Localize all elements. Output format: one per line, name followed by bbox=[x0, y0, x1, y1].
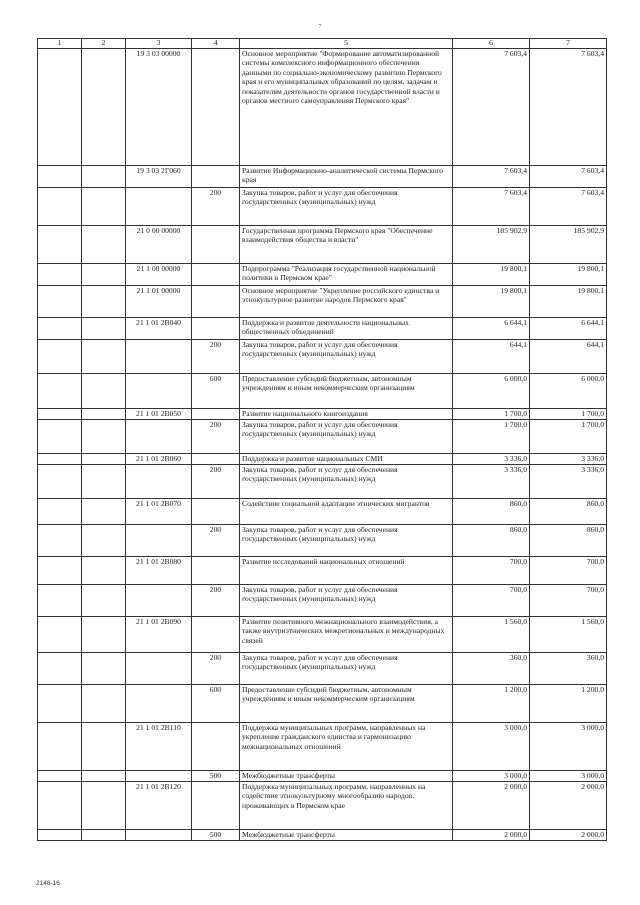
amount-year1-cell: 360,0 bbox=[453, 653, 530, 685]
expense-type-cell bbox=[192, 782, 240, 830]
expense-type-cell bbox=[192, 557, 240, 585]
expense-type-cell bbox=[192, 617, 240, 653]
expense-type-cell: 200 bbox=[192, 420, 240, 454]
row-col-1 bbox=[38, 454, 82, 465]
target-code-cell bbox=[126, 585, 192, 617]
item-name-cell: Поддержка и развитие национальных СМИ bbox=[240, 454, 453, 465]
page-number: 7 bbox=[318, 24, 322, 30]
amount-year1-cell: 3 000,0 bbox=[453, 771, 530, 782]
amount-year1-cell: 185 902,9 bbox=[453, 226, 530, 264]
table-row bbox=[38, 286, 607, 318]
column-header: 4 bbox=[192, 39, 240, 49]
expense-type-cell bbox=[192, 264, 240, 286]
column-header: 3 bbox=[126, 39, 192, 49]
target-code-cell bbox=[126, 653, 192, 685]
row-col-1 bbox=[38, 286, 82, 318]
item-name-cell: Закупка товаров, работ и услуг для обеспечения государственных (муниципальных) нужд bbox=[240, 465, 453, 499]
row-col-2 bbox=[82, 318, 126, 340]
table-row bbox=[38, 782, 607, 830]
expense-type-cell: 600 bbox=[192, 685, 240, 723]
table-body bbox=[38, 49, 607, 841]
expense-type-cell bbox=[192, 409, 240, 420]
row-col-1 bbox=[38, 830, 82, 841]
row-col-1 bbox=[38, 771, 82, 782]
expense-type-cell: 200 bbox=[192, 585, 240, 617]
target-code-cell: 21 1 01 2В050 bbox=[126, 409, 192, 420]
table-row bbox=[38, 525, 607, 557]
expense-type-cell: 500 bbox=[192, 830, 240, 841]
amount-year1-cell: 2 000,0 bbox=[453, 830, 530, 841]
row-col-1 bbox=[38, 557, 82, 585]
expense-type-cell bbox=[192, 318, 240, 340]
row-col-2 bbox=[82, 49, 126, 166]
target-code-cell: 19 3 03 00000 bbox=[126, 49, 192, 166]
row-col-2 bbox=[82, 557, 126, 585]
row-col-1 bbox=[38, 465, 82, 499]
item-name-cell: Основное мероприятие "Формирование автоматизированной системы комплексного информационного обеспечения данными по социально-экономическому развитию Пермского края и его муниципальных образований по целям, задачам и показателям деятельности органов государственной власти и органов местного самоуправления Пермского края" bbox=[240, 49, 453, 166]
table-row bbox=[38, 374, 607, 409]
table-row bbox=[38, 166, 607, 188]
row-col-1 bbox=[38, 226, 82, 264]
column-header: 6 bbox=[453, 39, 530, 49]
row-col-2 bbox=[82, 454, 126, 465]
expense-type-cell bbox=[192, 49, 240, 166]
row-col-1 bbox=[38, 782, 82, 830]
target-code-cell bbox=[126, 830, 192, 841]
row-col-1 bbox=[38, 617, 82, 653]
item-name-cell: Межбюджетные трансферты bbox=[240, 771, 453, 782]
target-code-cell: 21 1 01 2В110 bbox=[126, 723, 192, 771]
item-name-cell: Содействие социальной адаптации этнических мигрантов bbox=[240, 499, 453, 525]
expense-type-cell bbox=[192, 226, 240, 264]
item-name-cell: Основное мероприятие "Укрепление российского единства и этнокультурное развитие народов Пермского края" bbox=[240, 286, 453, 318]
amount-year2-cell: 6 644,1 bbox=[530, 318, 607, 340]
amount-year1-cell: 3 000,0 bbox=[453, 723, 530, 771]
table-row bbox=[38, 454, 607, 465]
table-row bbox=[38, 653, 607, 685]
item-name-cell: Закупка товаров, работ и услуг для обеспечения государственных (муниципальных) нужд bbox=[240, 585, 453, 617]
amount-year1-cell: 700,0 bbox=[453, 557, 530, 585]
amount-year1-cell: 1 560,0 bbox=[453, 617, 530, 653]
amount-year2-cell: 700,0 bbox=[530, 585, 607, 617]
target-code-cell: 21 1 00 00000 bbox=[126, 264, 192, 286]
expense-type-cell bbox=[192, 166, 240, 188]
row-col-1 bbox=[38, 49, 82, 166]
item-name-cell: Развитие исследований национальных отношений bbox=[240, 557, 453, 585]
amount-year2-cell: 185 902,9 bbox=[530, 226, 607, 264]
table-row bbox=[38, 264, 607, 286]
column-header: 5 bbox=[240, 39, 453, 49]
row-col-1 bbox=[38, 685, 82, 723]
target-code-cell bbox=[126, 685, 192, 723]
row-col-2 bbox=[82, 409, 126, 420]
row-col-2 bbox=[82, 465, 126, 499]
table-row bbox=[38, 340, 607, 374]
amount-year2-cell: 2 000,0 bbox=[530, 830, 607, 841]
row-col-2 bbox=[82, 685, 126, 723]
amount-year2-cell: 7 603,4 bbox=[530, 166, 607, 188]
row-col-2 bbox=[82, 723, 126, 771]
target-code-cell: 21 1 01 00000 bbox=[126, 286, 192, 318]
item-name-cell: Закупка товаров, работ и услуг для обеспечения государственных (муниципальных) нужд bbox=[240, 340, 453, 374]
amount-year2-cell: 7 603,4 bbox=[530, 49, 607, 166]
amount-year2-cell: 3 000,0 bbox=[530, 723, 607, 771]
amount-year1-cell: 644,1 bbox=[453, 340, 530, 374]
item-name-cell: Подпрограмма "Реализация государственной национальной политики в Пермском крае" bbox=[240, 264, 453, 286]
budget-table bbox=[37, 38, 607, 841]
target-code-cell: 21 0 00 00000 bbox=[126, 226, 192, 264]
amount-year1-cell: 860,0 bbox=[453, 499, 530, 525]
item-name-cell: Поддержка и развитие деятельности национальных общественных объединений bbox=[240, 318, 453, 340]
row-col-1 bbox=[38, 409, 82, 420]
target-code-cell bbox=[126, 340, 192, 374]
item-name-cell: Закупка товаров, работ и услуг для обеспечения государственных (муниципальных) нужд bbox=[240, 188, 453, 226]
document-code: 2148-16 bbox=[36, 880, 60, 887]
target-code-cell bbox=[126, 525, 192, 557]
amount-year1-cell: 7 603,4 bbox=[453, 49, 530, 166]
row-col-1 bbox=[38, 264, 82, 286]
amount-year2-cell: 1 560,0 bbox=[530, 617, 607, 653]
row-col-2 bbox=[82, 420, 126, 454]
amount-year1-cell: 6 000,0 bbox=[453, 374, 530, 409]
row-col-1 bbox=[38, 318, 82, 340]
row-col-2 bbox=[82, 771, 126, 782]
amount-year2-cell: 1 700,0 bbox=[530, 420, 607, 454]
target-code-cell bbox=[126, 374, 192, 409]
row-col-1 bbox=[38, 525, 82, 557]
amount-year1-cell: 2 000,0 bbox=[453, 782, 530, 830]
target-code-cell: 19 3 03 2Г060 bbox=[126, 166, 192, 188]
row-col-1 bbox=[38, 585, 82, 617]
target-code-cell: 21 1 01 2В080 bbox=[126, 557, 192, 585]
target-code-cell: 21 1 01 2В060 bbox=[126, 454, 192, 465]
expense-type-cell: 500 bbox=[192, 771, 240, 782]
amount-year2-cell: 360,0 bbox=[530, 653, 607, 685]
row-col-2 bbox=[82, 525, 126, 557]
table-header-row bbox=[38, 39, 607, 49]
row-col-2 bbox=[82, 264, 126, 286]
table-row bbox=[38, 617, 607, 653]
target-code-cell bbox=[126, 188, 192, 226]
item-name-cell: Поддержка муниципальных программ, направленных на укрепление гражданского единства и гармонизацию межнациональных отношений bbox=[240, 723, 453, 771]
target-code-cell: 21 1 01 2В040 bbox=[126, 318, 192, 340]
row-col-2 bbox=[82, 585, 126, 617]
amount-year2-cell: 3 336,0 bbox=[530, 465, 607, 499]
amount-year1-cell: 3 336,0 bbox=[453, 465, 530, 499]
table-row bbox=[38, 771, 607, 782]
row-col-2 bbox=[82, 226, 126, 264]
item-name-cell: Закупка товаров, работ и услуг для обеспечения государственных (муниципальных) нужд bbox=[240, 653, 453, 685]
expense-type-cell: 200 bbox=[192, 340, 240, 374]
table-row bbox=[38, 465, 607, 499]
row-col-1 bbox=[38, 653, 82, 685]
target-code-cell: 21 1 01 2В070 bbox=[126, 499, 192, 525]
table-row bbox=[38, 830, 607, 841]
table-row bbox=[38, 499, 607, 525]
amount-year2-cell: 2 000,0 bbox=[530, 782, 607, 830]
row-col-1 bbox=[38, 340, 82, 374]
amount-year1-cell: 7 603,4 bbox=[453, 188, 530, 226]
amount-year2-cell: 700,0 bbox=[530, 557, 607, 585]
row-col-2 bbox=[82, 830, 126, 841]
expense-type-cell: 200 bbox=[192, 525, 240, 557]
expense-type-cell: 200 bbox=[192, 188, 240, 226]
row-col-2 bbox=[82, 188, 126, 226]
amount-year1-cell: 1 200,0 bbox=[453, 685, 530, 723]
target-code-cell bbox=[126, 771, 192, 782]
row-col-2 bbox=[82, 653, 126, 685]
table-row bbox=[38, 318, 607, 340]
item-name-cell: Поддержка муниципальных программ, направленных на содействие этнокультурному многообразию народов, проживающих в Пермском крае bbox=[240, 782, 453, 830]
row-col-2 bbox=[82, 617, 126, 653]
row-col-2 bbox=[82, 340, 126, 374]
expense-type-cell bbox=[192, 454, 240, 465]
row-col-2 bbox=[82, 782, 126, 830]
table-row bbox=[38, 188, 607, 226]
column-header: 1 bbox=[38, 39, 82, 49]
amount-year2-cell: 1 200,0 bbox=[530, 685, 607, 723]
row-col-1 bbox=[38, 420, 82, 454]
row-col-2 bbox=[82, 374, 126, 409]
amount-year2-cell: 1 700,0 bbox=[530, 409, 607, 420]
amount-year1-cell: 700,0 bbox=[453, 585, 530, 617]
table-row bbox=[38, 409, 607, 420]
table-row bbox=[38, 226, 607, 264]
target-code-cell bbox=[126, 465, 192, 499]
amount-year1-cell: 860,0 bbox=[453, 525, 530, 557]
item-name-cell: Развитие Информационно-аналитической системы Пермского края bbox=[240, 166, 453, 188]
amount-year2-cell: 7 603,4 bbox=[530, 188, 607, 226]
amount-year1-cell: 6 644,1 bbox=[453, 318, 530, 340]
amount-year2-cell: 3 000,0 bbox=[530, 771, 607, 782]
table-row bbox=[38, 723, 607, 771]
amount-year2-cell: 644,1 bbox=[530, 340, 607, 374]
table-row bbox=[38, 685, 607, 723]
amount-year2-cell: 860,0 bbox=[530, 525, 607, 557]
amount-year1-cell: 1 700,0 bbox=[453, 420, 530, 454]
expense-type-cell: 600 bbox=[192, 374, 240, 409]
table-row bbox=[38, 420, 607, 454]
item-name-cell: Развитие позитивного межнационального взаимодействия, а также внутриэтнических межрегиональных и международных связей bbox=[240, 617, 453, 653]
amount-year2-cell: 6 000,0 bbox=[530, 374, 607, 409]
table-row bbox=[38, 585, 607, 617]
row-col-1 bbox=[38, 188, 82, 226]
table-row bbox=[38, 557, 607, 585]
item-name-cell: Закупка товаров, работ и услуг для обеспечения государственных (муниципальных) нужд bbox=[240, 525, 453, 557]
expense-type-cell: 200 bbox=[192, 653, 240, 685]
expense-type-cell bbox=[192, 499, 240, 525]
row-col-2 bbox=[82, 499, 126, 525]
item-name-cell: Предоставление субсидий бюджетным, автономным учреждениям и иным некоммерческим организациям bbox=[240, 374, 453, 409]
row-col-1 bbox=[38, 166, 82, 188]
expense-type-cell bbox=[192, 723, 240, 771]
target-code-cell: 21 1 01 2В120 bbox=[126, 782, 192, 830]
amount-year1-cell: 7 603,4 bbox=[453, 166, 530, 188]
row-col-2 bbox=[82, 166, 126, 188]
expense-type-cell: 200 bbox=[192, 465, 240, 499]
row-col-1 bbox=[38, 723, 82, 771]
amount-year1-cell: 19 800,1 bbox=[453, 264, 530, 286]
amount-year2-cell: 19 800,1 bbox=[530, 264, 607, 286]
row-col-2 bbox=[82, 286, 126, 318]
item-name-cell: Межбюджетные трансферты bbox=[240, 830, 453, 841]
item-name-cell: Закупка товаров, работ и услуг для обеспечения государственных (муниципальных) нужд bbox=[240, 420, 453, 454]
column-header: 7 bbox=[530, 39, 607, 49]
row-col-1 bbox=[38, 499, 82, 525]
row-col-1 bbox=[38, 374, 82, 409]
amount-year1-cell: 1 700,0 bbox=[453, 409, 530, 420]
table-row bbox=[38, 49, 607, 166]
amount-year2-cell: 860,0 bbox=[530, 499, 607, 525]
amount-year1-cell: 19 800,1 bbox=[453, 286, 530, 318]
amount-year1-cell: 3 336,0 bbox=[453, 454, 530, 465]
target-code-cell bbox=[126, 420, 192, 454]
item-name-cell: Государственная программа Пермского края "Обеспечение взаимодействия общества и власти" bbox=[240, 226, 453, 264]
expense-type-cell bbox=[192, 286, 240, 318]
item-name-cell: Предоставление субсидий бюджетным, автономным учреждениям и иным некоммерческим организациям bbox=[240, 685, 453, 723]
item-name-cell: Развитие национального книгоиздания bbox=[240, 409, 453, 420]
amount-year2-cell: 3 336,0 bbox=[530, 454, 607, 465]
column-header: 2 bbox=[82, 39, 126, 49]
amount-year2-cell: 19 800,1 bbox=[530, 286, 607, 318]
target-code-cell: 21 1 01 2В090 bbox=[126, 617, 192, 653]
